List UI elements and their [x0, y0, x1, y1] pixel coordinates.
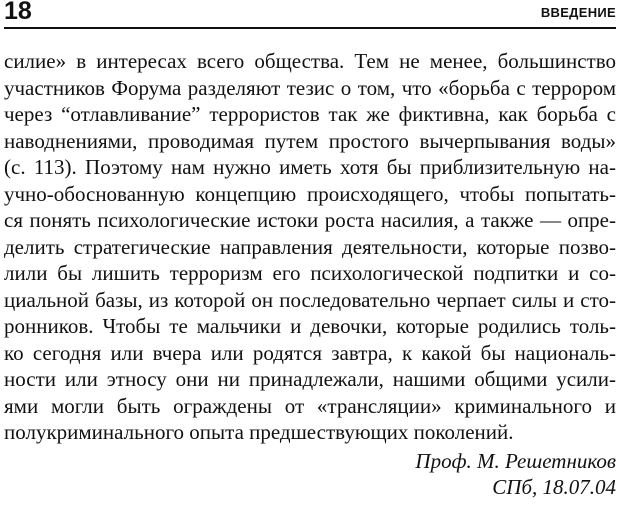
text-line: лили бы лишить терроризм его психологической подпитки и со-	[4, 261, 616, 285]
text-line: ности или этносу они ни принадлежали, нашими общими усили-	[4, 367, 616, 391]
text-line: силие» в интересах всего общества. Тем не менее, большинство	[4, 49, 616, 73]
running-head: ВВЕДЕНИЕ	[540, 5, 616, 20]
text-line: циальной базы, из которой он последовательно черпает силы и сто-	[4, 287, 616, 312]
text-line: ронников. Чтобы те мальчики и девочки, которые родились толь-	[4, 314, 616, 338]
signature-block	[415, 448, 616, 500]
text-line: (с. 113). Поэтому нам нужно иметь хотя бы приблизительную на-	[4, 155, 616, 179]
text-line: ся понять психологические истоки роста насилия, а также — опре-	[4, 208, 616, 232]
text-line: наводнениями, проводимая путем простого вычерпывания воды»	[4, 128, 616, 153]
text-line: ко сегодня или вчера или родятся завтра, к какой бы националь-	[4, 340, 616, 365]
text-line: участников Форума разделяют тезис о том, что «борьба с террором	[4, 75, 616, 100]
text-line: учно-обоснованную концепцию происходящего, чтобы попытать-	[4, 181, 616, 206]
body-paragraph	[4, 48, 616, 446]
page-number: 18	[4, 0, 32, 25]
text-line: через “отлавливание” террористов так же фиктивна, как борьба с	[4, 102, 616, 126]
signature-author: Проф. М. Решетников	[415, 449, 616, 473]
text-line: ями могли быть ограждены от «трансляции» криминального и	[4, 393, 616, 418]
text-line: полукриминального опыта предшествующих поколений.	[4, 420, 514, 444]
text-line: делить стратегические направления деятельности, которые позво-	[4, 234, 616, 259]
signature-place-date: СПб, 18.07.04	[492, 475, 616, 499]
page-header	[4, 0, 616, 29]
